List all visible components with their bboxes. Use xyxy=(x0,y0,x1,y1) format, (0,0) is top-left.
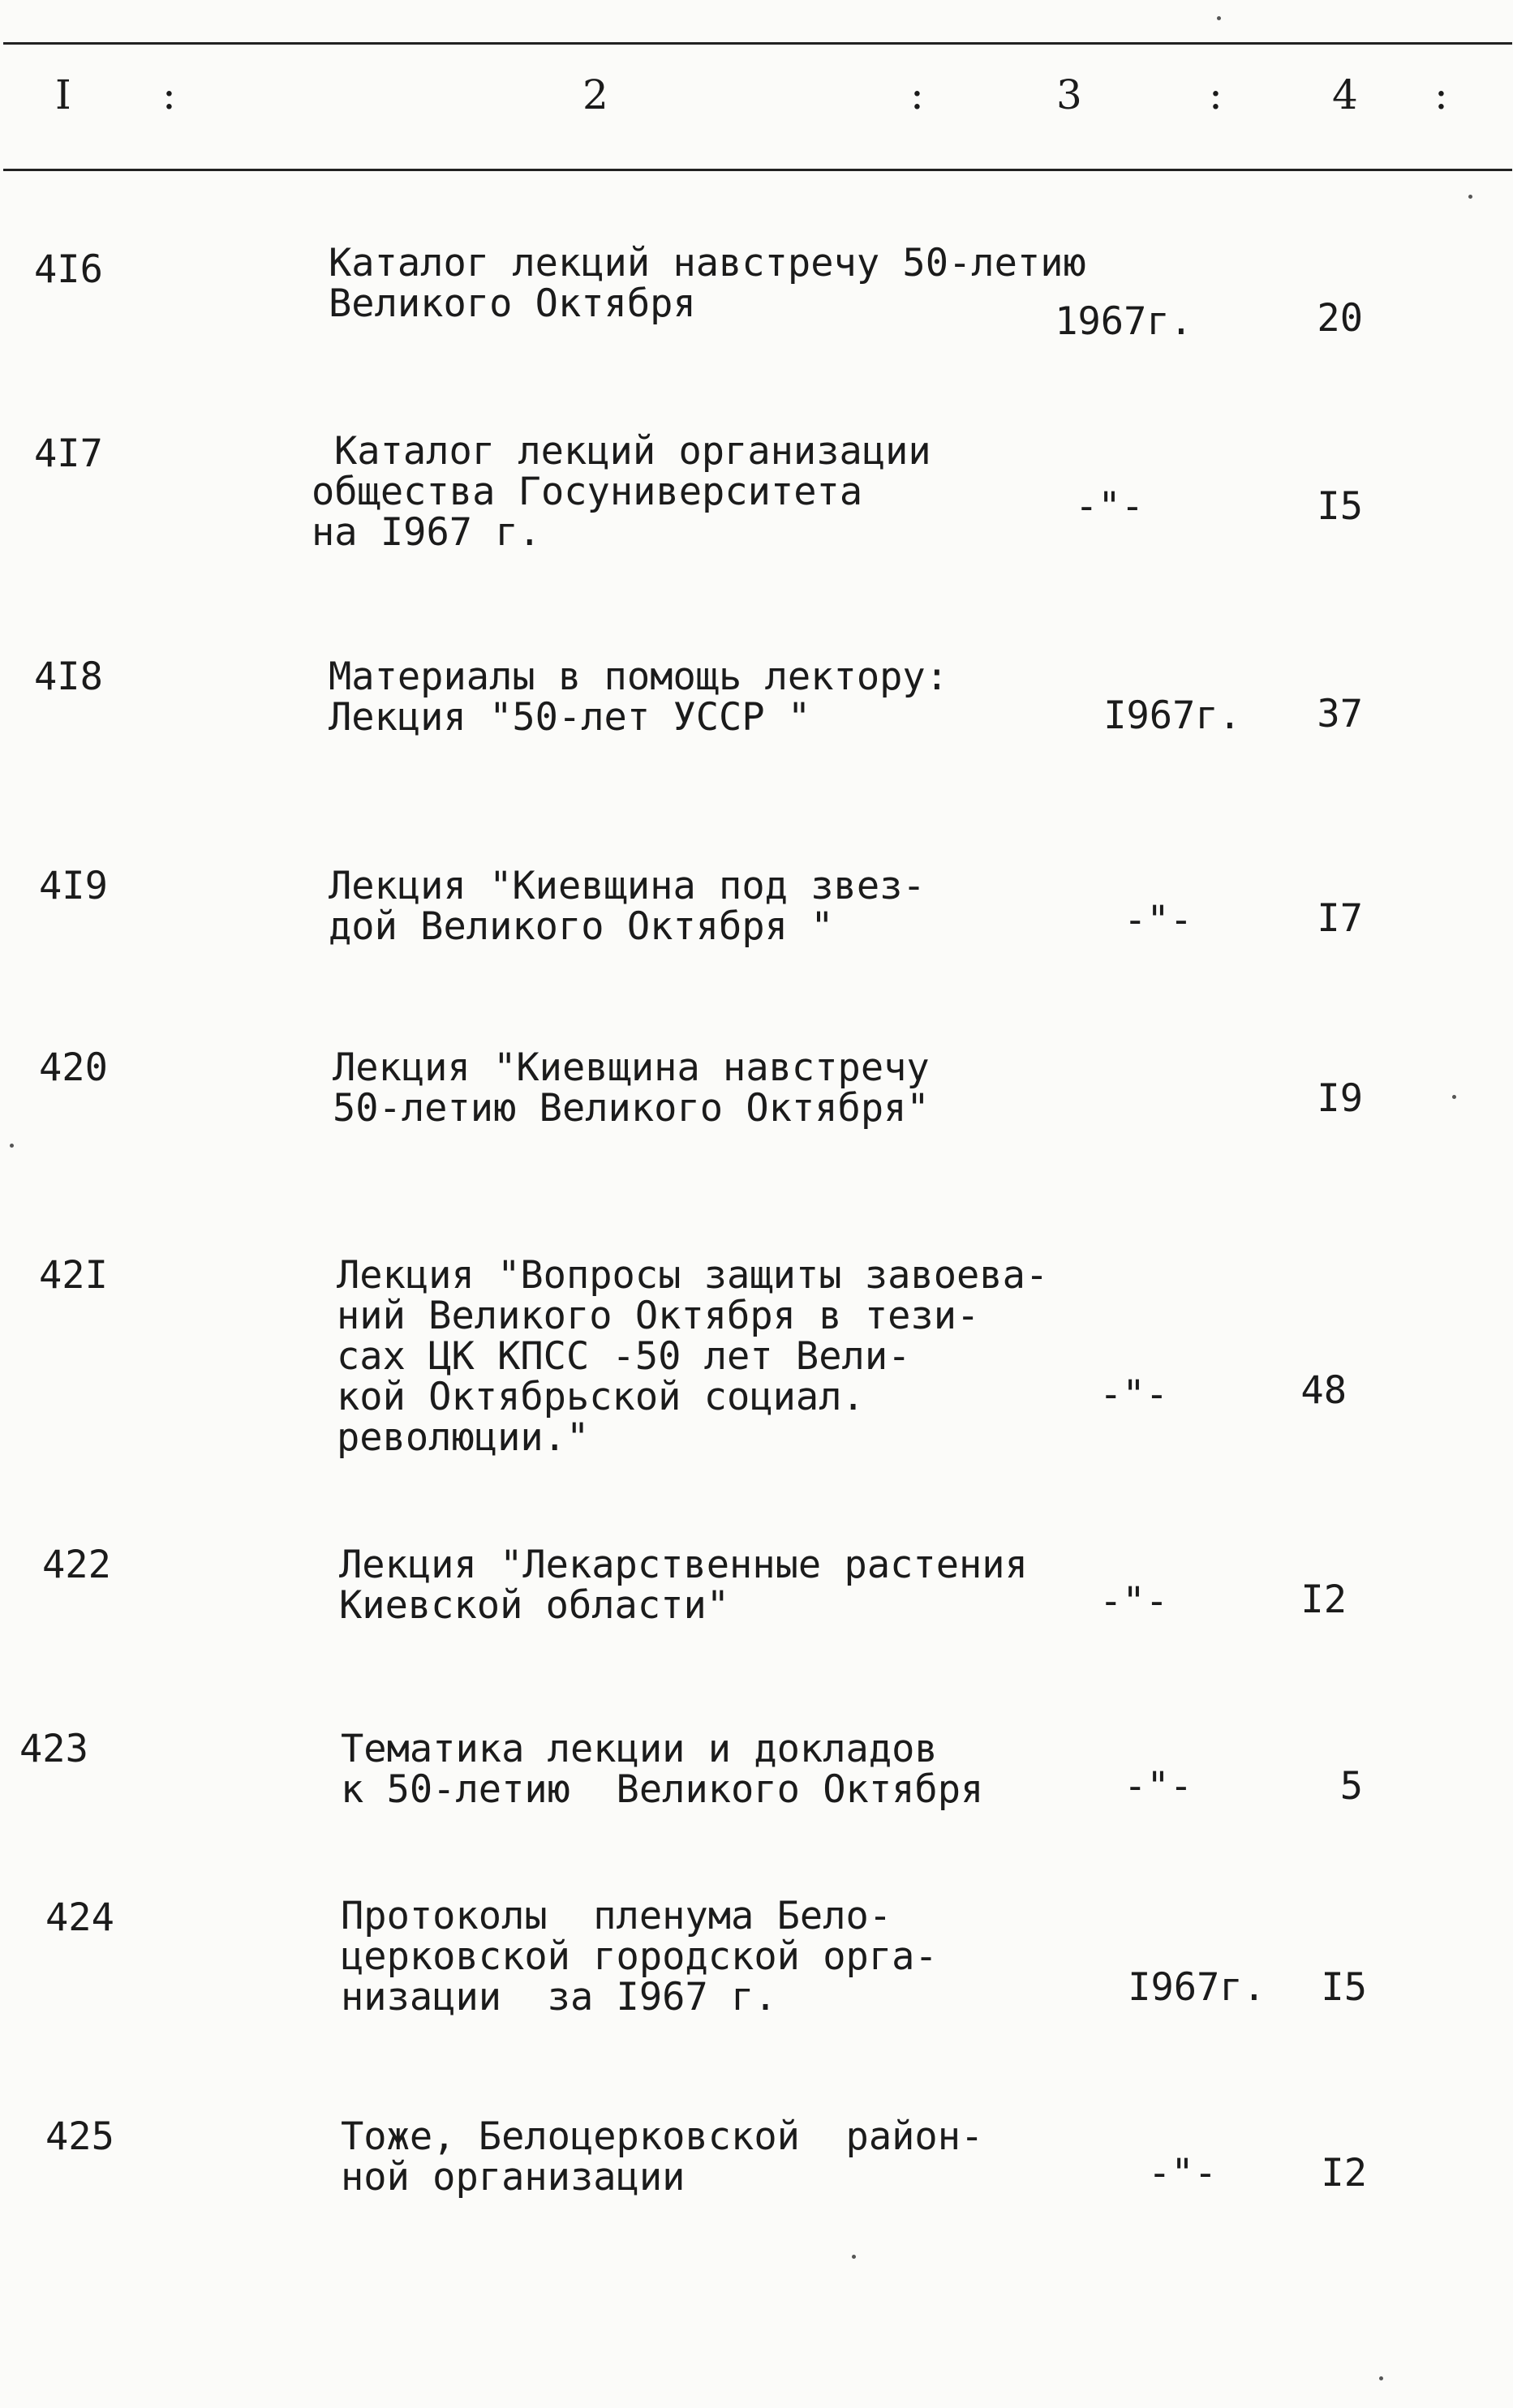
header-separator-1: : xyxy=(162,71,176,118)
row-description-line: сах ЦК КПСС -50 лет Вели- xyxy=(337,1334,911,1379)
header-bottom-rule xyxy=(3,169,1512,171)
row-description-line: общества Госуниверситета xyxy=(312,470,863,514)
row-description-line: Каталог лекций навстречу 50-летию xyxy=(329,241,1086,285)
row-sheet-count: 37 xyxy=(1317,692,1363,736)
row-number: 424 xyxy=(45,1895,114,1940)
row-description-line: дой Великого Октября " xyxy=(329,904,834,949)
header-separator-4: : xyxy=(1434,71,1448,118)
row-sheet-count: I7 xyxy=(1317,896,1363,941)
header-col-2: 2 xyxy=(582,71,608,118)
scan-speck xyxy=(1379,2376,1383,2380)
row-sheet-count: I5 xyxy=(1321,1965,1367,2010)
row-description-line: Тематика лекции и докладов xyxy=(341,1727,938,1771)
row-number: 425 xyxy=(45,2114,114,2159)
row-year: -"- xyxy=(1148,2151,1217,2196)
scan-speck xyxy=(1217,16,1221,20)
row-number: 4I7 xyxy=(34,431,103,476)
row-year: -"- xyxy=(1124,898,1193,942)
row-sheet-count: I9 xyxy=(1317,1076,1363,1121)
scan-speck xyxy=(1468,195,1472,199)
row-number: 4I8 xyxy=(34,655,103,699)
row-description-line: Каталог лекций организации xyxy=(334,429,931,474)
row-description-line: Материалы в помощь лектору: xyxy=(329,655,949,699)
row-sheet-count: I2 xyxy=(1321,2151,1367,2196)
row-number: 42I xyxy=(39,1253,108,1298)
header-col-4: 4 xyxy=(1332,71,1358,118)
row-description-line: низации за I967 г. xyxy=(341,1975,777,2020)
row-number: 420 xyxy=(39,1045,108,1090)
row-description-line: Протоколы пленума Бело- xyxy=(341,1894,892,1938)
row-sheet-count: 48 xyxy=(1300,1368,1347,1413)
row-description-line: Лекция "Киевщина под звез- xyxy=(329,864,926,908)
row-number: 422 xyxy=(42,1543,111,1587)
row-number: 423 xyxy=(19,1727,88,1771)
row-description-line: ний Великого Октября в тези- xyxy=(337,1294,980,1338)
row-sheet-count: 5 xyxy=(1339,1764,1363,1809)
row-description-line: Тоже, Белоцерковской район- xyxy=(341,2114,984,2159)
header-col-3: 3 xyxy=(1056,71,1082,118)
row-year: 1967г. xyxy=(1055,299,1193,344)
row-year: -"- xyxy=(1099,1372,1168,1417)
scan-speck xyxy=(1452,1095,1456,1099)
row-description-line: Лекция "Киевщина навстречу xyxy=(333,1045,930,1090)
row-description-line: Лекция "Вопросы защиты завоева- xyxy=(337,1253,1049,1298)
row-description-line: к 50-летию Великого Октября xyxy=(341,1767,984,1812)
row-description-line: 50-летию Великого Октября" xyxy=(333,1086,930,1131)
row-description-line: Лекция "Лекарственные растения xyxy=(339,1543,1028,1587)
row-year: -"- xyxy=(1075,484,1144,529)
row-description-line: кой Октябрьской социал. xyxy=(337,1375,865,1419)
row-sheet-count: I5 xyxy=(1317,484,1363,529)
row-description-line: Лекция "50-лет УССР " xyxy=(329,695,811,740)
row-year: I967г. xyxy=(1128,1965,1266,2010)
header-separator-2: : xyxy=(910,71,924,118)
row-number: 4I6 xyxy=(34,247,103,292)
row-number: 4I9 xyxy=(39,864,108,908)
header-top-rule xyxy=(3,42,1512,45)
scan-speck xyxy=(10,1144,14,1148)
row-description-line: революции." xyxy=(337,1415,590,1460)
row-description-line: Великого Октября xyxy=(329,281,696,326)
row-sheet-count: 20 xyxy=(1317,296,1363,341)
header-col-1: I xyxy=(55,71,71,118)
row-year: -"- xyxy=(1124,1764,1193,1809)
header-separator-3: : xyxy=(1209,71,1223,118)
row-description-line: на I967 г. xyxy=(312,510,541,555)
row-description-line: ной организации xyxy=(341,2155,686,2200)
row-year: -"- xyxy=(1099,1579,1168,1624)
row-description-line: Киевской области" xyxy=(339,1583,730,1628)
row-year: I967г. xyxy=(1103,693,1241,738)
row-description-line: церковской городской орга- xyxy=(341,1934,938,1979)
scan-speck xyxy=(852,2255,856,2259)
row-sheet-count: I2 xyxy=(1300,1577,1347,1622)
